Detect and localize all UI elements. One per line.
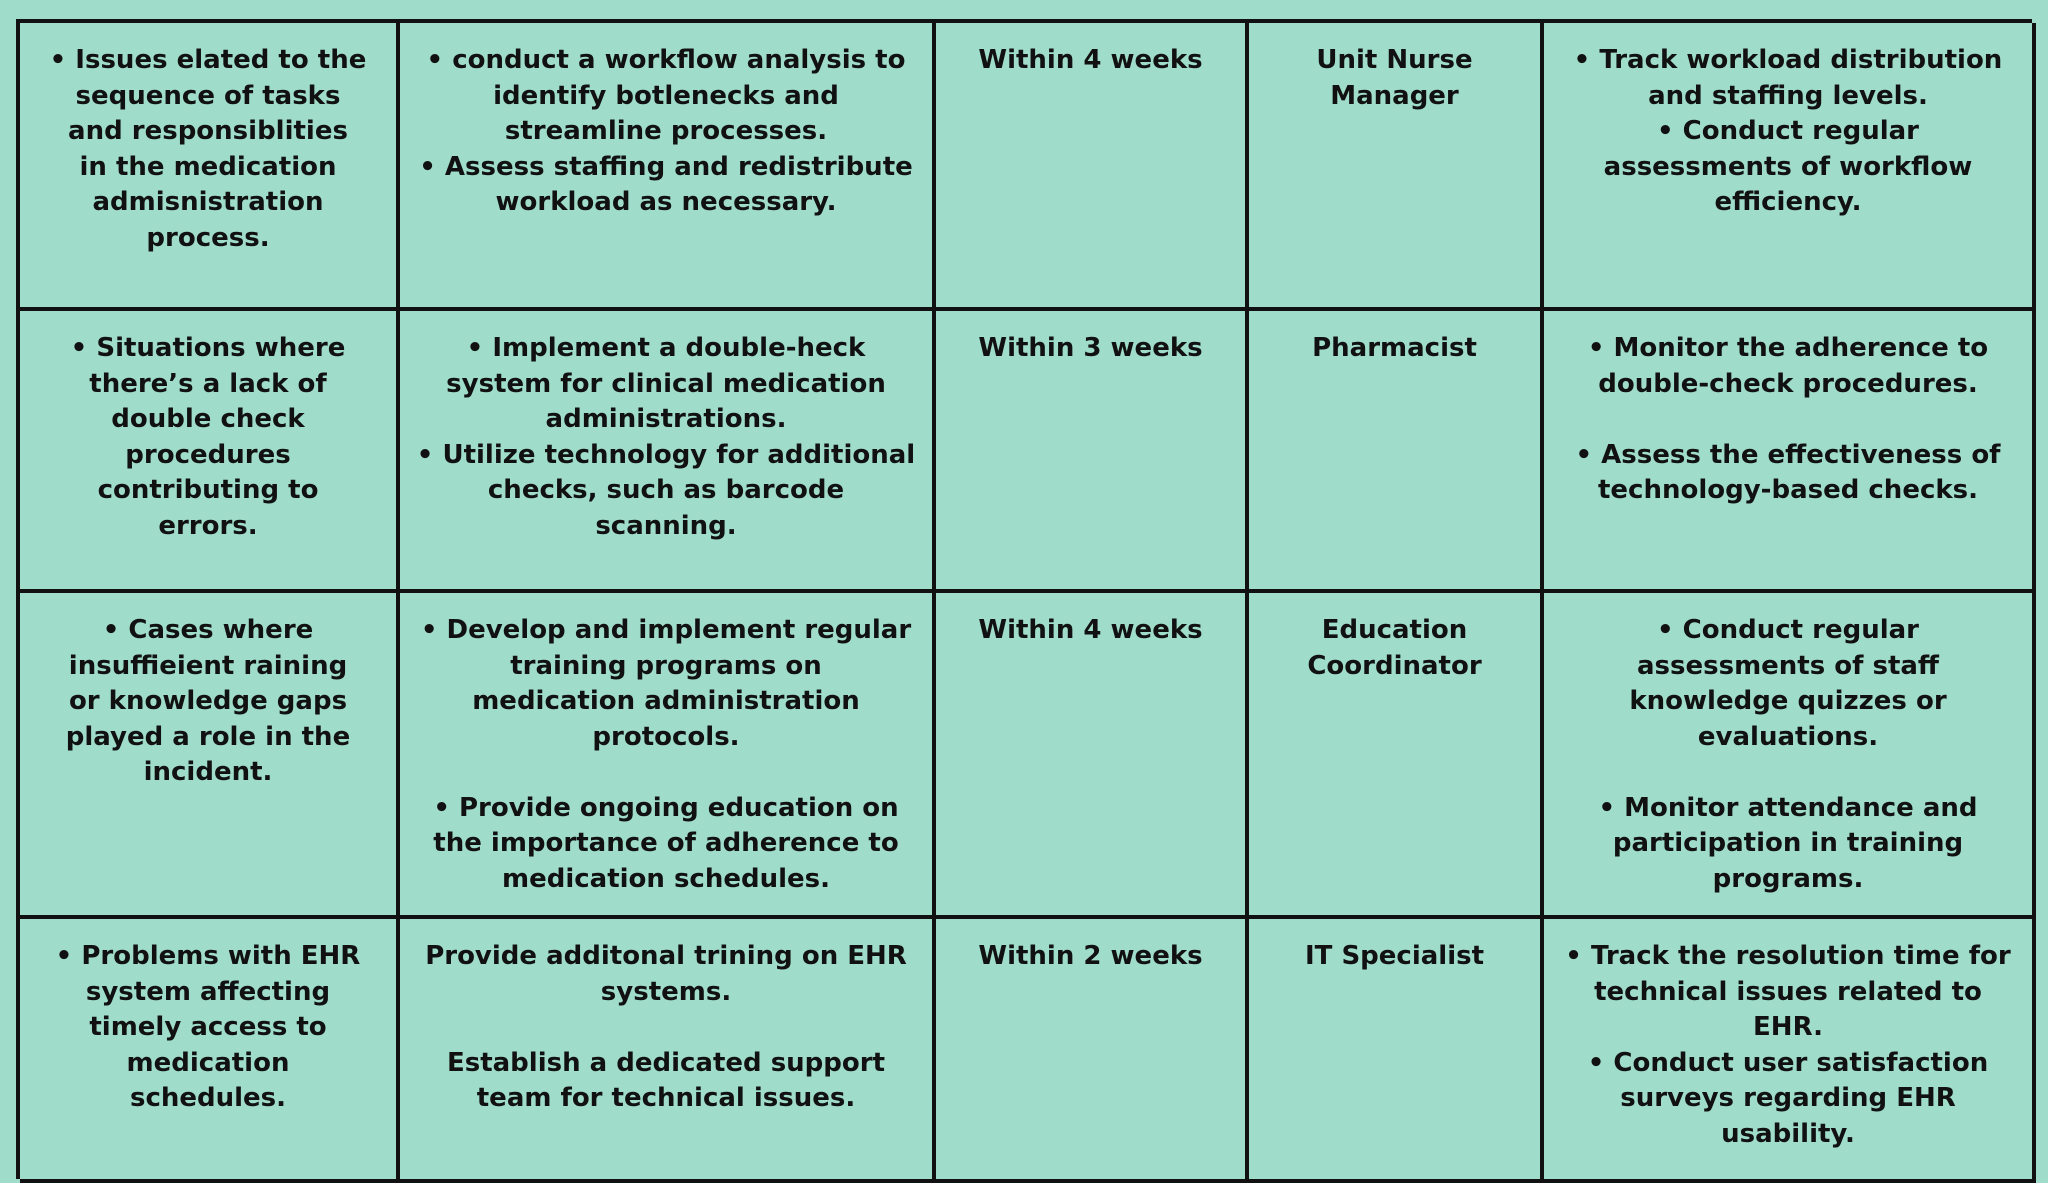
cell-text-line: systems. (600, 976, 732, 1007)
cell-text-line: Coordinator (1307, 650, 1482, 681)
cell-text-line: technical issues related to (1594, 976, 1982, 1007)
cell-text-line: the importance of adherence to (433, 828, 899, 858)
cell-text-line: • Monitor attendance and (1598, 792, 1978, 823)
cell-text-line: process. (146, 222, 270, 253)
cell-text-line: errors. (158, 510, 258, 541)
cell-text-line: streamline processes. (504, 116, 828, 146)
cell-text-line: • Cases where (102, 615, 314, 645)
cell-text-line: • Track the resolution time for (1565, 941, 2011, 971)
cell-text-line: efficiency. (1714, 187, 1862, 217)
owner-cell (1249, 311, 1544, 593)
cell-text-line: evaluations. (1697, 721, 1879, 752)
cell-text-line: programs. (1712, 863, 1864, 894)
cell-text-line: medication (126, 1047, 290, 1078)
cell-text-line: incident. (143, 757, 273, 787)
action-plan-table (16, 19, 2032, 1179)
cell-text-line: contributing to (97, 475, 319, 505)
cell-text-line: protocols. (592, 721, 740, 752)
cell-text-line: sequence of tasks (75, 80, 341, 111)
cell-text-line: • Assess staffing and redistribute (419, 151, 913, 182)
cell-text-line: in the medication (79, 151, 337, 182)
cell-text-line: usability. (1721, 1118, 1855, 1149)
cell-text-line: technology-based checks. (1597, 475, 1979, 505)
cell-text-line: assessments of workflow (1603, 151, 1973, 182)
cell-text-line: scanning. (595, 510, 737, 541)
cell-text-line: and staffing levels. (1648, 80, 1928, 111)
timeline-cell (936, 919, 1249, 1183)
cell-text-line: Manager (1330, 80, 1459, 111)
blank-line (1558, 402, 2018, 438)
blank-line (414, 755, 918, 791)
cell-text-line: • Assess the effectiveness of (1575, 439, 2001, 470)
problem-cell (20, 593, 400, 919)
action-cell (400, 23, 936, 311)
cell-text-line: identify botlenecks and (493, 80, 839, 111)
cell-text-line: team for technical issues. (476, 1083, 856, 1113)
cell-text-line: Pharmacist (1312, 333, 1477, 363)
cell-text-line: knowledge quizzes or (1629, 686, 1947, 716)
owner-cell (1249, 919, 1544, 1183)
monitoring-cell (1544, 593, 2036, 919)
cell-text-line: • Conduct regular (1657, 615, 1919, 645)
cell-text-line: Within 2 weeks (978, 941, 1203, 971)
cell-text-line: • Track workload distribution (1573, 45, 2003, 75)
cell-text-line: EHR. (1753, 1012, 1823, 1042)
problem-cell (20, 311, 400, 593)
cell-text-line: surveys regarding EHR (1620, 1083, 1956, 1113)
cell-text-line: and responsiblities (68, 116, 348, 146)
monitoring-cell (1544, 919, 2036, 1183)
cell-text-line: Unit Nurse (1316, 45, 1473, 75)
cell-text-line: workload as necessary. (495, 187, 837, 217)
action-cell (400, 311, 936, 593)
cell-text-line: training programs on (510, 650, 822, 681)
cell-text-line: • Situations where (70, 333, 346, 363)
cell-text-line: Education (1321, 615, 1468, 645)
owner-cell (1249, 23, 1544, 311)
cell-text-line: • Utilize technology for additional (416, 439, 916, 470)
action-cell (400, 919, 936, 1183)
action-cell (400, 593, 936, 919)
timeline-cell (936, 593, 1249, 919)
cell-text-line: administrations. (545, 404, 787, 434)
cell-text-line: Establish a dedicated support (446, 1047, 886, 1078)
cell-text-line: Within 4 weeks (978, 615, 1203, 645)
cell-text-line: IT Specialist (1304, 941, 1485, 971)
cell-text-line: checks, such as barcode (487, 475, 845, 505)
cell-text-line: • Problems with EHR (55, 941, 361, 971)
monitoring-cell (1544, 311, 2036, 593)
blank-line (414, 1010, 918, 1046)
cell-text-line: • Conduct user satisfaction (1587, 1047, 1989, 1078)
cell-text-line: there’s a lack of (89, 368, 327, 399)
timeline-cell (936, 311, 1249, 593)
cell-text-line: • Conduct regular (1657, 116, 1919, 146)
blank-line (1558, 755, 2018, 791)
owner-cell (1249, 593, 1544, 919)
cell-text-line: • Monitor the adherence to (1587, 333, 1989, 363)
cell-text-line: insuffieient raining (68, 650, 348, 681)
cell-text-line: system for clinical medication (446, 368, 886, 399)
cell-text-line: participation in training (1612, 828, 1964, 858)
monitoring-cell (1544, 23, 2036, 311)
cell-text-line: timely access to (89, 1012, 327, 1042)
cell-text-line: Within 4 weeks (978, 45, 1203, 75)
cell-text-line: system affecting (85, 976, 331, 1007)
cell-text-line: • Develop and implement regular (420, 615, 912, 645)
cell-text-line: Provide additonal trining on EHR (425, 941, 907, 971)
cell-text-line: Within 3 weeks (978, 333, 1203, 363)
cell-text-line: double check (111, 404, 305, 434)
cell-text-line: admisnistration (92, 187, 324, 217)
problem-cell (20, 23, 400, 311)
cell-text-line: medication administration (472, 686, 860, 716)
cell-text-line: • conduct a workflow analysis to (426, 45, 906, 75)
cell-text-line: • Implement a double-heck (466, 333, 866, 363)
cell-text-line: • Issues elated to the (49, 45, 367, 75)
problem-cell (20, 919, 400, 1183)
cell-text-line: schedules. (129, 1083, 287, 1113)
cell-text-line: assessments of staff (1636, 650, 1939, 681)
cell-text-line: or knowledge gaps (68, 686, 348, 716)
cell-text-line: played a role in the (65, 721, 351, 752)
cell-text-line: • Provide ongoing education on (433, 792, 899, 823)
cell-text-line: medication schedules. (501, 863, 831, 894)
cell-text-line: procedures (125, 439, 291, 470)
timeline-cell (936, 23, 1249, 311)
cell-text-line: double-check procedures. (1598, 368, 1978, 399)
